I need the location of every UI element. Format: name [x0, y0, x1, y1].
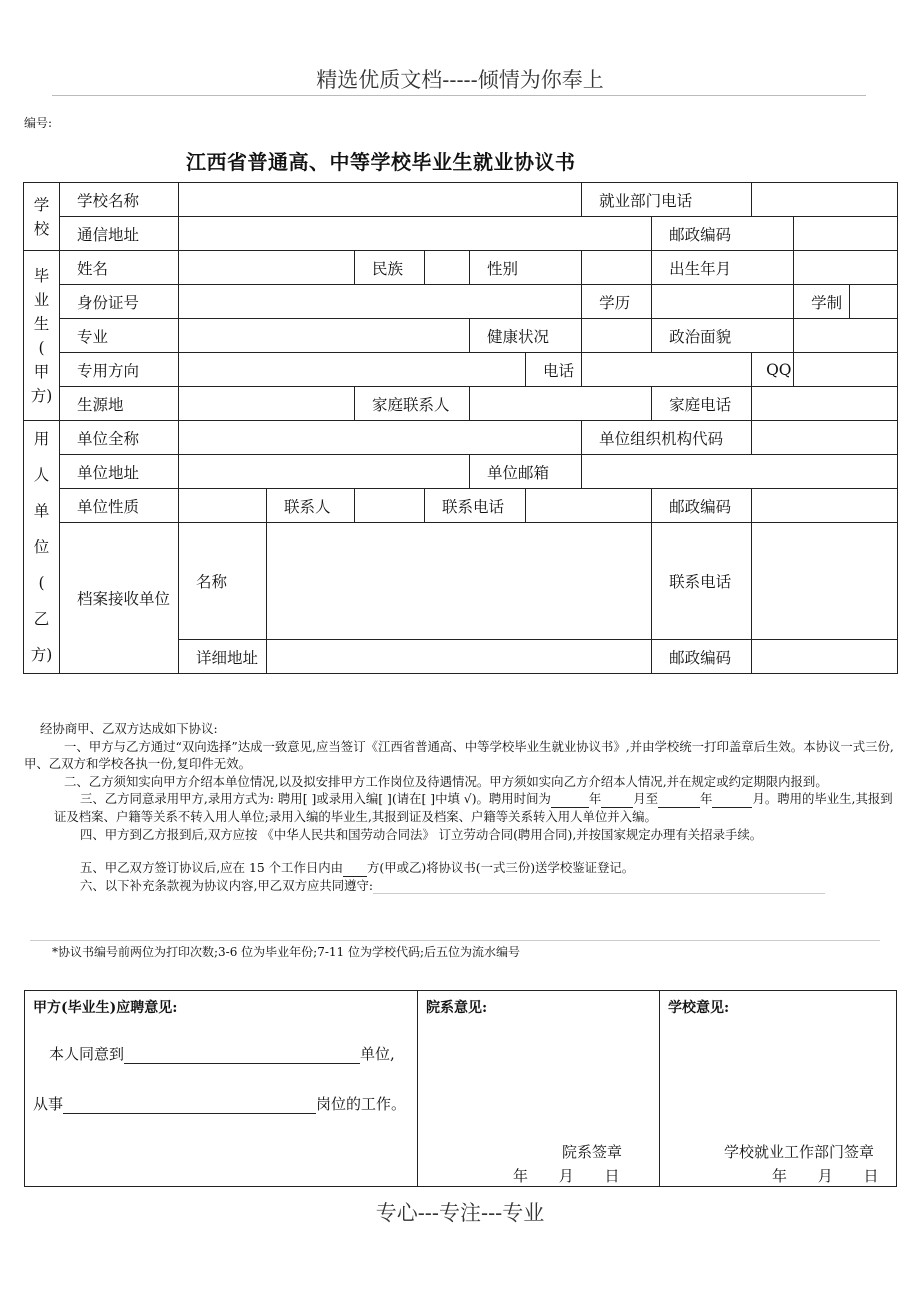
label-name: 姓名	[60, 251, 179, 285]
student-opinion-line-2: 从事 岗位的工作。	[33, 1095, 407, 1113]
label-phone: 电话	[526, 353, 582, 387]
major-value[interactable]	[179, 319, 470, 353]
label-origin: 生源地	[60, 387, 179, 421]
label-ethnicity: 民族	[355, 251, 425, 285]
label-unit-full-name: 单位全称	[60, 421, 179, 455]
document-title: 江西省普通高、中等学校毕业生就业协议书	[186, 150, 576, 174]
health-value[interactable]	[582, 319, 652, 353]
page-footer: 专心---专注---专业	[375, 1201, 545, 1225]
gender-value[interactable]	[582, 251, 652, 285]
agreement-form-table	[23, 182, 898, 674]
specialization-value[interactable]	[179, 353, 526, 387]
dept-opinion-box	[418, 991, 660, 1187]
label-archive-address: 详细地址	[179, 640, 267, 674]
school-seal-label: 学校就业工作部门签章	[724, 1143, 875, 1161]
contact-person-value[interactable]	[355, 489, 425, 523]
archive-postal-code-value[interactable]	[752, 640, 898, 674]
employer-unit-blank[interactable]	[124, 1046, 360, 1064]
unit-address-value[interactable]	[179, 455, 470, 489]
doc-number-label: 编号:	[24, 116, 53, 130]
student-opinion-heading: 甲方(毕业生)应聘意见:	[33, 1000, 178, 1016]
label-archive-contact-phone: 联系电话	[652, 523, 752, 640]
section-employer: 用 人 单 位 ( 乙 方)	[24, 421, 60, 674]
dept-seal-label: 院系签章	[562, 1143, 623, 1161]
label-contact-phone: 联系电话	[425, 489, 526, 523]
family-phone-value[interactable]	[752, 387, 898, 421]
label-postal-code: 邮政编码	[652, 217, 794, 251]
label-archive-unit: 档案接收单位	[60, 523, 179, 674]
section-school: 学 校	[24, 183, 60, 251]
label-education: 学历	[582, 285, 652, 319]
unit-nature-value[interactable]	[179, 489, 267, 523]
archive-contact-phone-value[interactable]	[752, 523, 898, 640]
dept-opinion-heading: 院系意见:	[426, 1000, 488, 1016]
contact-phone-value[interactable]	[526, 489, 652, 523]
header-divider	[52, 95, 866, 96]
label-unit-email: 单位邮箱	[470, 455, 582, 489]
student-opinion-box	[25, 991, 418, 1187]
name-value[interactable]	[179, 251, 355, 285]
qq-value[interactable]	[794, 353, 898, 387]
section-student: 毕 业 生 ( 甲 方)	[24, 251, 60, 421]
unit-full-name-value[interactable]	[179, 421, 582, 455]
numbering-note: *协议书编号前两位为打印次数;3-6 位为毕业年份;7-11 位为学校代码;后五位为流水编号	[52, 945, 521, 959]
label-id-number: 身份证号	[60, 285, 179, 319]
label-qq: QQ	[752, 353, 794, 387]
ethnicity-value[interactable]	[425, 251, 470, 285]
dept-date: 年 月 日	[513, 1167, 620, 1185]
label-unit-nature: 单位性质	[60, 489, 179, 523]
note-divider	[30, 940, 880, 941]
terms-intro: 经协商甲、乙双方达成如下协议:	[40, 721, 218, 736]
political-status-value[interactable]	[794, 319, 898, 353]
education-value[interactable]	[652, 285, 794, 319]
student-opinion-line-1: 本人同意到 单位,	[49, 1045, 395, 1063]
supplementary-terms-line[interactable]	[373, 881, 825, 894]
label-unit-address: 单位地址	[60, 455, 179, 489]
duration-value[interactable]	[850, 285, 898, 319]
unit-org-code-value[interactable]	[752, 421, 898, 455]
unit-email-value[interactable]	[582, 455, 898, 489]
term-6: 六、以下补充条款视为协议内容,甲乙双方应共同遵守:	[24, 877, 894, 895]
page-header: 精选优质文档-----倾情为你奉上	[316, 68, 604, 92]
label-birth-date: 出生年月	[652, 251, 794, 285]
agreement-terms	[24, 720, 894, 894]
label-specialization: 专用方向	[60, 353, 179, 387]
label-contact-person: 联系人	[267, 489, 355, 523]
label-unit-org-code: 单位组织机构代码	[582, 421, 752, 455]
unit-postal-code-value[interactable]	[752, 489, 898, 523]
label-family-contact: 家庭联系人	[355, 387, 470, 421]
term-4: 四、甲方到乙方报到后,双方应按 《中华人民共和国劳动合同法》 订立劳动合同(聘用合同),并按国家规定办理有关招录手续。	[80, 826, 763, 842]
employment-dept-phone-value[interactable]	[752, 183, 898, 217]
label-gender: 性别	[470, 251, 582, 285]
label-duration: 学制	[794, 285, 850, 319]
archive-name-value[interactable]	[267, 523, 652, 640]
term-2: 二、乙方须知实向甲方介绍本单位情况,以及拟安排甲方工作岗位及待遇情况。甲方须如实向乙方介绍本人情况,并在规定或约定期限内报到。	[64, 773, 828, 789]
label-archive-name: 名称	[179, 523, 267, 640]
mailing-address-value[interactable]	[179, 217, 652, 251]
archive-address-value[interactable]	[267, 640, 652, 674]
label-archive-postal-code: 邮政编码	[652, 640, 752, 674]
term-5: 五、甲乙双方签订协议后,应在 15 个工作日内由 方(甲或乙)将协议书(一式三份)送学校鉴证登记。	[80, 860, 635, 876]
id-number-value[interactable]	[179, 285, 582, 319]
term-1: 一、甲方与乙方通过“双向选择”达成一致意见,应当签订《江西省普通高、中等学校毕业生就业协议书》,并由学校统一打印盖章后生效。本协议一式三份,甲、乙双方和学校各执一份,复印件无效。	[24, 738, 894, 772]
school-opinion-heading: 学校意见:	[668, 1000, 730, 1016]
position-blank[interactable]	[63, 1096, 316, 1114]
label-major: 专业	[60, 319, 179, 353]
label-health: 健康状况	[470, 319, 582, 353]
school-date: 年 月 日	[772, 1167, 879, 1185]
label-family-phone: 家庭电话	[652, 387, 752, 421]
family-contact-value[interactable]	[470, 387, 652, 421]
label-mailing-address: 通信地址	[60, 217, 179, 251]
label-school-name: 学校名称	[60, 183, 179, 217]
label-unit-postal-code: 邮政编码	[652, 489, 752, 523]
school-name-value[interactable]	[179, 183, 582, 217]
opinions-table	[24, 990, 897, 1187]
label-employment-dept-phone: 就业部门电话	[582, 183, 752, 217]
postal-code-value[interactable]	[794, 217, 898, 251]
birth-date-value[interactable]	[794, 251, 898, 285]
school-opinion-box	[660, 991, 897, 1187]
phone-value[interactable]	[582, 353, 752, 387]
label-political-status: 政治面貌	[652, 319, 794, 353]
term-3: 三、乙方同意录用甲方,录用方式为: 聘用[ ]或录用入编[ ](请在[ ]中填 √)。聘用时间为 年 月至 年 月。聘用的毕业生,其报到证及档案、户籍等关系不转入用人单位;录用入编的毕业生,其报到证及档案、户籍等关系转入用人单位并入编。	[54, 791, 893, 824]
origin-value[interactable]	[179, 387, 355, 421]
